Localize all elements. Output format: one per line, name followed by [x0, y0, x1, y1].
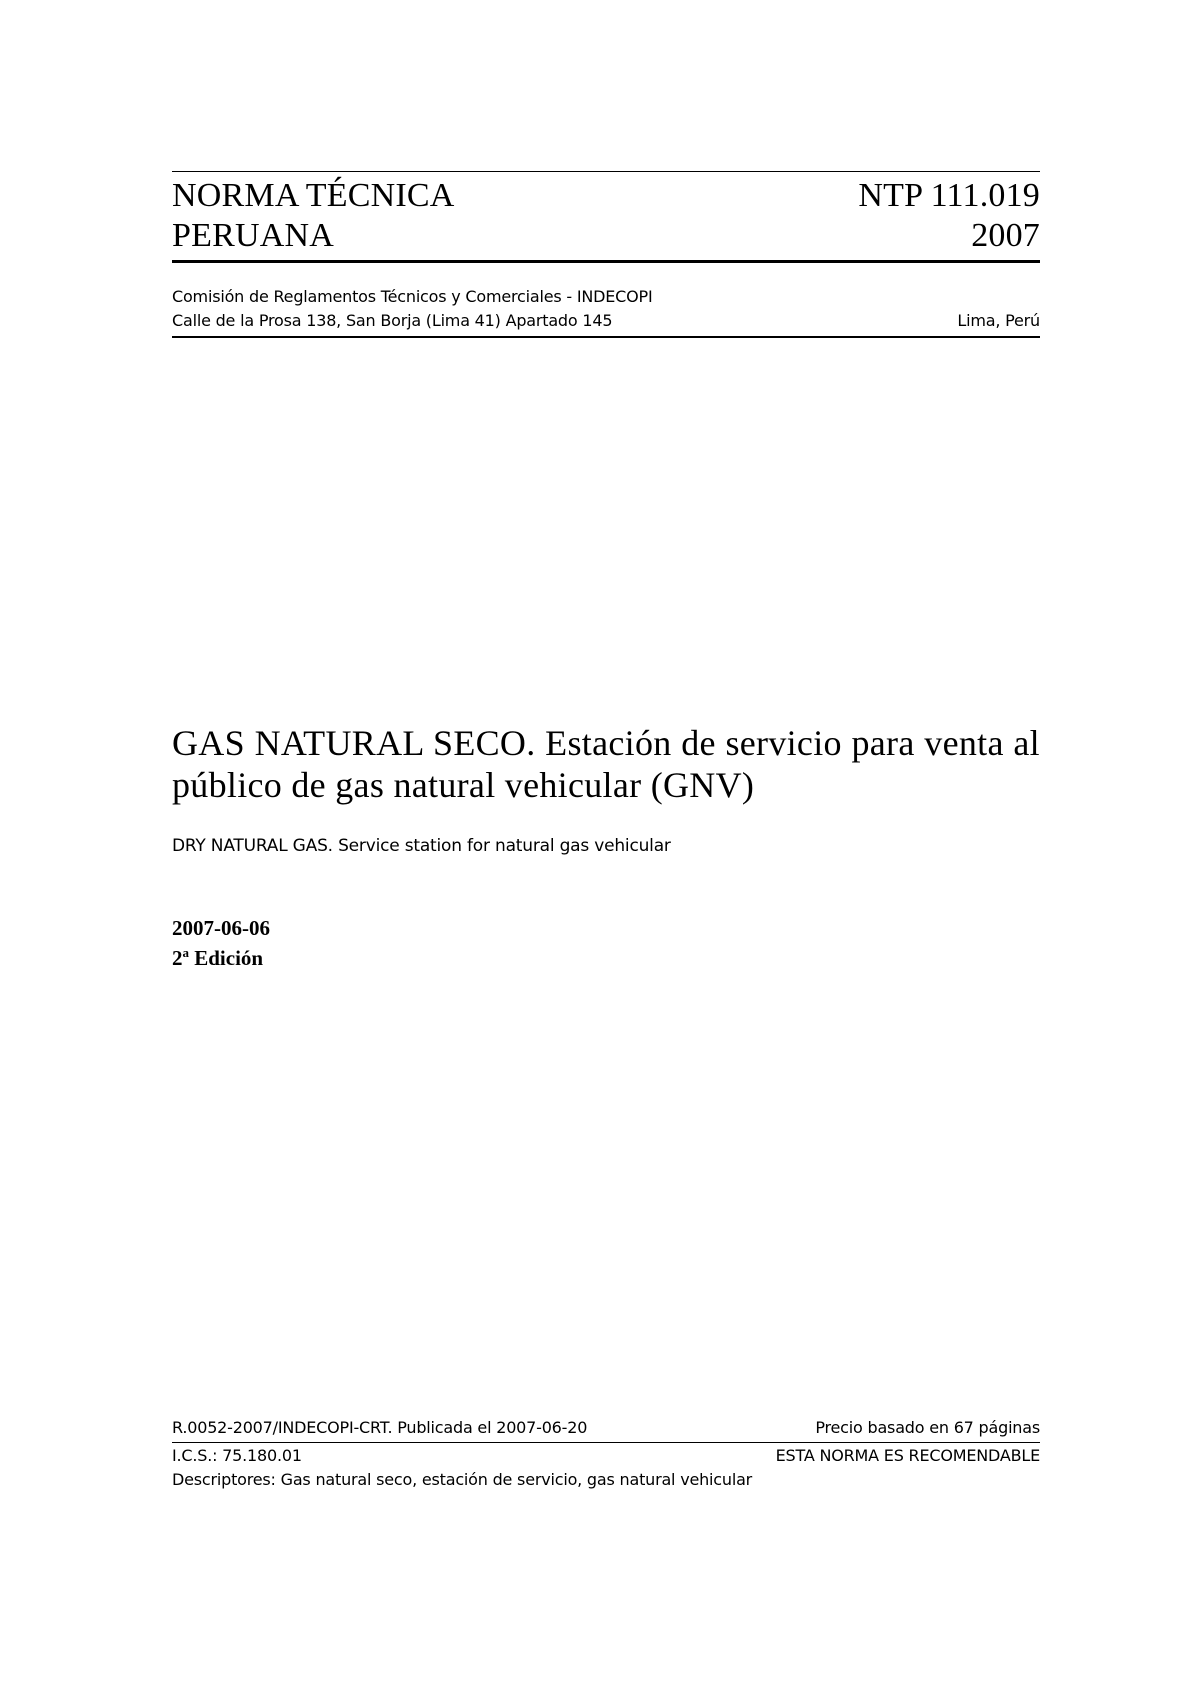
publisher-block — [172, 285, 1040, 333]
standard-title-line-1: NORMA TÉCNICA — [172, 177, 455, 214]
recommendation-status: ESTA NORMA ES RECOMENDABLE — [775, 1446, 1040, 1465]
footer-row-2 — [172, 1444, 1040, 1468]
date-edition-block — [172, 913, 1040, 973]
ics-code: I.C.S.: 75.180.01 — [172, 1446, 302, 1465]
approval-date: 2007-06-06 — [172, 916, 270, 940]
header-block — [172, 176, 1040, 256]
price-basis: Precio basado en 67 páginas — [815, 1418, 1040, 1437]
header-row-2 — [172, 216, 1040, 256]
edition-number: 2 — [172, 946, 183, 970]
standard-year: 2007 — [971, 217, 1040, 254]
header-row-1 — [172, 176, 1040, 216]
footer-lower-block — [172, 1444, 1040, 1492]
footer-rule — [172, 1442, 1040, 1443]
descriptors: Descriptores: Gas natural seco, estación de servicio, gas natural vehicular — [172, 1470, 753, 1489]
publisher-bottom-rule — [172, 336, 1040, 338]
document-title: GAS NATURAL SECO. Estación de servicio para venta al público de gas natural vehicular (GNV) — [172, 723, 1040, 805]
resolution-reference: R.0052-2007/INDECOPI-CRT. Publicada el 2007-06-20 — [172, 1418, 588, 1437]
footer-block — [172, 1416, 1040, 1440]
standard-code: NTP 111.019 — [858, 177, 1040, 214]
header-bottom-rule — [172, 260, 1040, 263]
footer-row-1 — [172, 1416, 1040, 1440]
address-row — [172, 309, 1040, 333]
edition — [172, 943, 1040, 973]
header-top-rule — [172, 171, 1040, 172]
edition-label: Edición — [194, 946, 264, 970]
edition-ordinal-suffix: a — [182, 945, 189, 960]
standard-title-line-2: PERUANA — [172, 217, 334, 254]
publisher-address: Calle de la Prosa 138, San Borja (Lima 41) Apartado 145 — [172, 311, 613, 330]
publisher-city: Lima, Perú — [957, 311, 1040, 330]
document-subtitle-english: DRY NATURAL GAS. Service station for natural gas vehicular — [172, 836, 671, 856]
commission-name: Comisión de Reglamentos Técnicos y Comerciales - INDECOPI — [172, 287, 653, 306]
